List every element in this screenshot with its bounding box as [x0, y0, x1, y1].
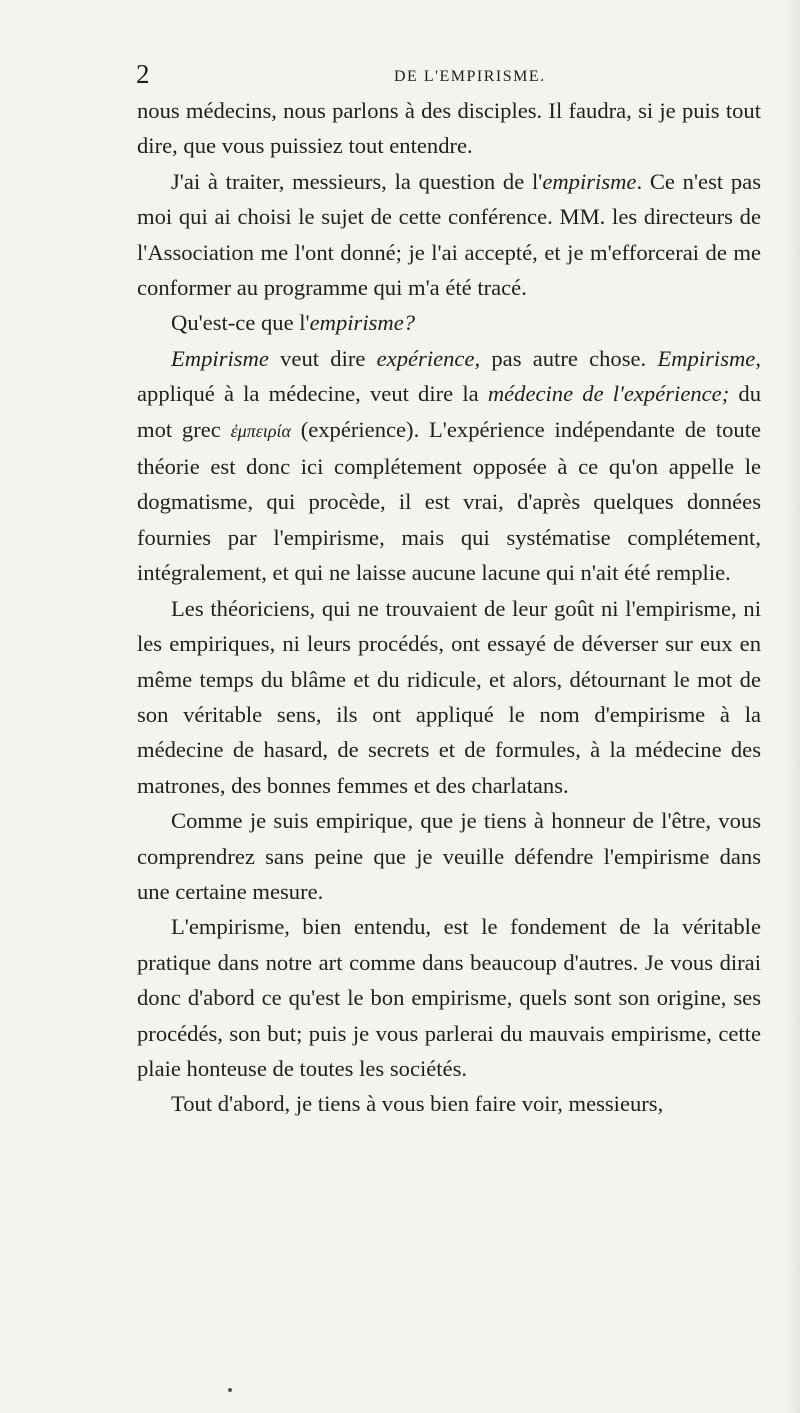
text-run: . Ce n'est pas moi qui ai choisi le sujet de cette conférence. MM. les directeurs de l'Association me l'ont donné; je l'ai accepté, et je m'efforcerai de me conformer au programme qui m'a été tracé. [137, 168, 762, 301]
italic-text: empirisme [542, 168, 637, 194]
text-run: , pas autre chose. [474, 345, 658, 371]
running-title: DE L'EMPIRISME. [394, 68, 546, 85]
body-text [137, 93, 761, 1122]
text-run: Tout d'abord, je tiens à vous bien faire voir, messieurs, [171, 1091, 664, 1117]
paragraph [137, 93, 761, 164]
text-run: veut dire [268, 345, 377, 371]
text-run: (expérience). L'expérience indépendante de toute théorie est donc ici complétement opposée à ce qu'on appelle le dogmatisme, qui procède, il est vrai, d'après quelques données fournies par l'empirisme, mais qui systématise complétement, intégralement, et qui ne laisse aucune lacune qui n'ait été remplie. [137, 416, 761, 586]
italic-text: Empirisme [657, 345, 756, 371]
paragraph [137, 164, 761, 306]
text-run: J'ai à traiter, messieurs, la question de l' [171, 168, 543, 194]
paragraph [137, 341, 761, 591]
italic-text: expérience [376, 345, 475, 371]
italic-text: médecine de l'expérience; [487, 381, 730, 407]
paragraph [137, 803, 761, 909]
italic-text: empirisme? [309, 310, 416, 336]
text-run: Comme je suis empirique, que je tiens à honneur de l'être, vous comprendrez sans peine que je veuille défendre l'empirisme dans une certaine mesure. [137, 808, 761, 904]
greek-word: ἐμπειρία [230, 420, 291, 441]
paragraph [137, 305, 761, 340]
paragraph [137, 591, 761, 803]
running-head [136, 56, 760, 92]
text-run: du mot grec [137, 381, 761, 442]
paragraph [137, 1086, 761, 1121]
text-run: Les théoriciens, qui ne trouvaient de leur goût ni l'empirisme, ni les empiriques, ni leurs procédés, ont essayé de déverser sur eux en même temps du blâme et du ridicule, et alors, détournant le mot de son véritable sens, ils ont appliqué le nom d'empirisme à la médecine de hasard, de secrets et de formules, à la médecine des matrones, des bonnes femmes et des charlatans. [137, 595, 761, 798]
text-run: Qu'est-ce que l' [171, 310, 310, 336]
page-edge-shadow [786, 0, 800, 1413]
paragraph [137, 909, 761, 1086]
italic-text: Empirisme [171, 345, 269, 371]
text-run: L'empirisme, bien entendu, est le fondement de la véritable pratique dans notre art comme dans beaucoup d'autres. Je vous dirai donc d'abord ce qu'est le bon empirisme, quels sont son origine, ses procédés, son but; puis je vous parlerai du mauvais empirisme, cette plaie honteuse de toutes les sociétés. [137, 914, 761, 1081]
ink-speck [228, 1388, 232, 1392]
page-number: 2 [136, 59, 150, 89]
text-run: nous médecins, nous parlons à des disciples. Il faudra, si je puis tout dire, que vous puissiez tout entendre. [137, 98, 761, 159]
text-run: , appliqué à la médecine, veut dire la [137, 345, 761, 407]
